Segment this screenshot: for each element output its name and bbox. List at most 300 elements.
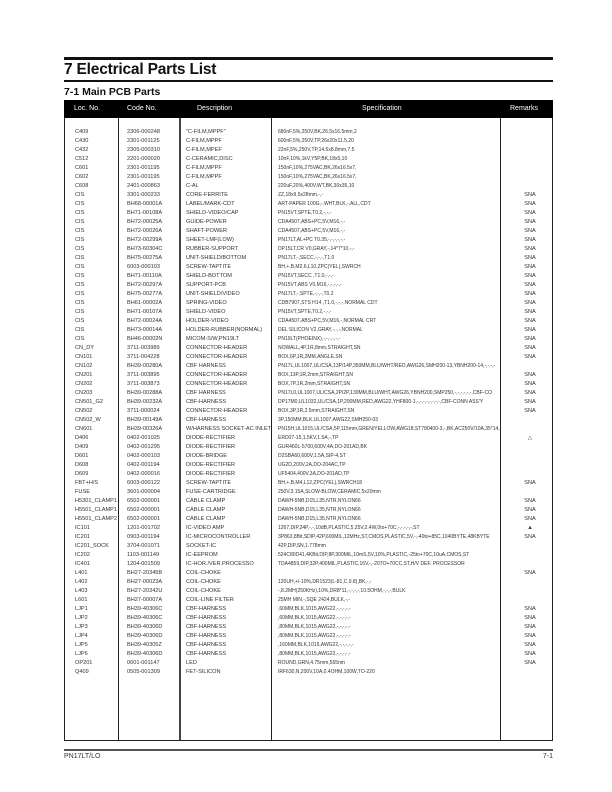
remarks-cell: SNA bbox=[524, 219, 536, 225]
code-no-cell: BH71-00107A bbox=[127, 309, 163, 315]
table-row bbox=[65, 380, 552, 389]
specification-cell: ,160MM,BLK,1015,AWG22,-,-,-,-,- bbox=[278, 642, 354, 648]
description-cell: "C-FILM,MPPF" bbox=[186, 129, 226, 135]
loc-no-cell: C409 bbox=[75, 129, 89, 135]
code-no-cell: BH72-00297A bbox=[127, 282, 163, 288]
table-row bbox=[65, 263, 552, 272]
description-cell: SHIELD-BOTTOM bbox=[186, 273, 232, 279]
loc-no-cell: L401 bbox=[75, 570, 88, 576]
description-cell: CABLE CLAMP bbox=[186, 498, 226, 504]
description-cell: FET-SILICON bbox=[186, 669, 221, 675]
description-cell: SUPPORT-PCB bbox=[186, 282, 226, 288]
table-header bbox=[64, 100, 553, 118]
description-cell: SHEET-LMF(LOW) bbox=[186, 237, 234, 243]
specification-cell: 150nF,10%,275VAC,BK,26x16.5x7, bbox=[278, 165, 357, 171]
description-cell: DIODE-BRIDGE bbox=[186, 453, 228, 459]
specification-cell: 680nF,5%,250V,BK,26.5x16.5mm,2 bbox=[278, 129, 357, 135]
loc-no-cell: L601 bbox=[75, 597, 88, 603]
specification-cell: ,80MM,BLK,1015,AWG22,-,-,-,-,- bbox=[278, 624, 351, 630]
remarks-cell: SNA bbox=[524, 282, 536, 288]
description-cell: CBF-HARNESS bbox=[186, 633, 227, 639]
specification-cell: D2SBA60,600V,1.5A,SIP-4,ST bbox=[278, 453, 346, 459]
code-no-cell: 3711-003873 bbox=[127, 381, 160, 387]
code-no-cell: 0402-001295 bbox=[127, 444, 160, 450]
specification-cell: ROUND,GRN,4.75mm,565nm bbox=[278, 660, 345, 666]
specification-cell: DP15LT,CR V0,GRAY,-,14*7*10,-,- bbox=[278, 246, 355, 252]
loc-no-cell: CIS bbox=[75, 264, 85, 270]
table-row bbox=[65, 443, 552, 452]
description-cell: SPRING-VIDEO bbox=[186, 300, 227, 306]
code-no-cell: BH72-00299A bbox=[127, 237, 163, 243]
table-row bbox=[65, 398, 552, 407]
code-no-cell: BH27-00007A bbox=[127, 597, 163, 603]
remarks-cell: SNA bbox=[524, 642, 536, 648]
specification-cell: 524C80D41,4KBit,DIP,8P,300MIL,10mS,5V,10%,PLASTIC,-25to+70C,10uA,CMOS,ST bbox=[278, 552, 470, 558]
loc-no-cell: FUSE bbox=[75, 489, 90, 495]
table-row bbox=[65, 434, 552, 443]
table-row bbox=[65, 299, 552, 308]
specification-cell: CDA4507,ABS+PC,5V,M16,-,NORMAL CRT bbox=[278, 318, 377, 324]
code-no-cell: 2301-001195 bbox=[127, 165, 160, 171]
remarks-cell: SNA bbox=[524, 210, 536, 216]
table-row bbox=[65, 470, 552, 479]
remarks-cell: SNA bbox=[524, 624, 536, 630]
table-row bbox=[65, 452, 552, 461]
loc-no-cell: CIS bbox=[75, 219, 85, 225]
table-row bbox=[65, 317, 552, 326]
code-no-cell: 0402-001025 bbox=[127, 435, 160, 441]
specification-cell: 1267,DIP,24P,-,-,10dB,PLASTIC,5.25V,2.4W,0to+70C,-,-,-,-,-,ST bbox=[278, 525, 420, 531]
code-no-cell: 3704-001071 bbox=[127, 543, 160, 549]
specification-cell: PN17LT,AL+PC T0.35,-,-,-,-,-,- bbox=[278, 237, 346, 243]
loc-no-cell: LJP4 bbox=[75, 633, 88, 639]
code-no-cell: BH39-40305Z bbox=[127, 642, 162, 648]
code-no-cell: 3711-000024 bbox=[127, 408, 160, 414]
remarks-cell: SNA bbox=[524, 246, 536, 252]
loc-no-cell: IC201_SOCK bbox=[75, 543, 109, 549]
description-cell: C-AL bbox=[186, 183, 199, 189]
loc-no-cell: H5501_CLAMP2 bbox=[75, 516, 117, 522]
table-row bbox=[65, 290, 552, 299]
loc-no-cell: CIS bbox=[75, 300, 85, 306]
loc-no-cell: IC202 bbox=[75, 552, 90, 558]
table-row bbox=[65, 335, 552, 344]
specification-cell: BOX,6P,1R,2MM,ANGLE,SN bbox=[278, 354, 343, 360]
table-row bbox=[65, 272, 552, 281]
code-no-cell: 2301-001125 bbox=[127, 138, 160, 144]
description-cell: CBF-HARNESS bbox=[186, 651, 227, 657]
code-no-cell: BH39-40306D bbox=[127, 633, 163, 639]
remarks-cell: SNA bbox=[524, 633, 536, 639]
title-rule bbox=[64, 80, 553, 82]
table-row bbox=[65, 362, 552, 371]
specification-cell: DAWH-5NB,D15,L35,NTR,NYLON66 bbox=[278, 507, 361, 513]
code-no-cell: BH39-00326A bbox=[127, 426, 163, 432]
table-row bbox=[65, 227, 552, 236]
remarks-cell: SNA bbox=[524, 606, 536, 612]
code-no-cell: BH39-40306D bbox=[127, 651, 163, 657]
header-remarks: Remarks bbox=[510, 105, 539, 112]
description-cell: MICOM-S/W,PN19LT bbox=[186, 336, 240, 342]
code-no-cell: 3711-004228 bbox=[127, 354, 160, 360]
description-cell: HOLDER-VIDEO bbox=[186, 318, 229, 324]
description-cell: CORE-FERRITE bbox=[186, 192, 228, 198]
loc-no-cell: CIS bbox=[75, 228, 85, 234]
description-cell: C-FILM,MPPF bbox=[186, 165, 222, 171]
table-row bbox=[65, 614, 552, 623]
table-row bbox=[65, 407, 552, 416]
loc-no-cell: LJP2 bbox=[75, 615, 88, 621]
loc-no-cell: CIS bbox=[75, 237, 85, 243]
specification-cell: 120UH,+/-10%,DR1523(L-81,C.9.8),BK,-,- bbox=[278, 579, 372, 585]
table-row bbox=[65, 668, 552, 677]
remarks-cell: SNA bbox=[524, 273, 536, 279]
table-row bbox=[65, 416, 552, 425]
code-no-cell: 0402-000016 bbox=[127, 471, 160, 477]
code-no-cell: BH39-00232A bbox=[127, 399, 163, 405]
description-cell: COIL-LINE FILTER bbox=[186, 597, 234, 603]
code-no-cell: BH72-00024A bbox=[127, 318, 163, 324]
specification-cell: CDA4507,ABS+PC,5V,M16,-,- bbox=[278, 219, 346, 225]
remarks-cell: SNA bbox=[524, 327, 536, 333]
description-cell: CONNECTOR-HEADER bbox=[186, 372, 248, 378]
loc-no-cell: CN601 bbox=[75, 426, 93, 432]
loc-no-cell: CN203 bbox=[75, 390, 93, 396]
description-cell: W/HARNESS SOCKET-AC INLET bbox=[186, 426, 272, 432]
header-description: Description bbox=[197, 105, 233, 112]
description-cell: HOLDER-RUBBER(NORMAL) bbox=[186, 327, 263, 333]
table-row bbox=[65, 173, 552, 182]
remarks-cell: △ bbox=[527, 435, 533, 441]
description-cell: SCREW-TAPTITE bbox=[186, 264, 232, 270]
description-cell: DIODE-RECTIFIER bbox=[186, 471, 236, 477]
code-no-cell: 0402-000103 bbox=[127, 453, 160, 459]
specification-cell: ,60MM,BLK,1015,AWG22,-,-,-,-,- bbox=[278, 615, 351, 621]
code-no-cell: 0505-001309 bbox=[127, 669, 160, 675]
remarks-cell: SNA bbox=[524, 651, 536, 657]
specification-cell: ART-PAPER 100G,-,WHT,BLK,-,ALL,CDT bbox=[278, 201, 371, 207]
code-no-cell: BH73-60304C bbox=[127, 246, 163, 252]
description-cell: CBF HARNESS bbox=[186, 363, 226, 369]
code-no-cell: BH61-00002A bbox=[127, 300, 163, 306]
remarks-cell: SNA bbox=[524, 372, 536, 378]
code-no-cell: BH71-00110A bbox=[127, 273, 162, 279]
remarks-cell: SNA bbox=[524, 354, 536, 360]
table-row bbox=[65, 569, 552, 578]
remarks-cell: ▲ bbox=[527, 525, 533, 531]
table-row bbox=[65, 326, 552, 335]
loc-no-cell: CIS bbox=[75, 201, 85, 207]
loc-no-cell: D406 bbox=[75, 435, 89, 441]
description-cell: C-FILM,MPPF bbox=[186, 138, 222, 144]
specification-cell: 600nF,5%,250V,TP,26x20x11.5,20 bbox=[278, 138, 354, 144]
specification-cell: 3P,150MM,BLK,UL1007,AWG22,SMH250-03 bbox=[278, 417, 379, 423]
loc-no-cell: CIS bbox=[75, 192, 85, 198]
loc-no-cell: CIS bbox=[75, 291, 85, 297]
code-no-cell: 3711-003895 bbox=[127, 372, 160, 378]
remarks-cell: SNA bbox=[524, 300, 536, 306]
table-row bbox=[65, 560, 552, 569]
code-no-cell: 0402-001194 bbox=[127, 462, 160, 468]
specification-cell: 22nF,5%,250V,TP,14.5x8.8mm,7.5 bbox=[278, 147, 355, 153]
code-no-cell: BH72-00025A bbox=[127, 219, 163, 225]
loc-no-cell: CN501_G2 bbox=[75, 399, 103, 405]
specification-cell: DAWH-5NB,D15,L35,NTR,NYLON66 bbox=[278, 498, 361, 504]
loc-no-cell: C432 bbox=[75, 147, 89, 153]
table-row bbox=[65, 659, 552, 668]
table-row bbox=[65, 389, 552, 398]
specification-cell: 220uF,20%,400V,WT,BK,30x35,10 bbox=[278, 183, 355, 189]
description-cell: CABLE CLAMP bbox=[186, 516, 226, 522]
table-row bbox=[65, 209, 552, 218]
specification-cell: PN17LT,-,SPTE,-,-,-,T0.2 bbox=[278, 291, 334, 297]
table-row bbox=[65, 479, 552, 488]
table-row bbox=[65, 551, 552, 560]
loc-no-cell: CN202 bbox=[75, 381, 93, 387]
code-no-cell: 1204-001509 bbox=[127, 561, 160, 567]
footer-model: PN17LT/LO bbox=[64, 753, 101, 760]
loc-no-cell: CIS bbox=[75, 327, 85, 333]
loc-no-cell: CN502 bbox=[75, 408, 93, 414]
specification-cell: 25MH MIN,-,SQE 2424,BULK,-,- bbox=[278, 597, 350, 603]
page-title: 7 Electrical Parts List bbox=[64, 61, 217, 78]
loc-no-cell: L402 bbox=[75, 579, 88, 585]
remarks-cell: SNA bbox=[524, 570, 536, 576]
code-no-cell: BH75-00275A bbox=[127, 255, 163, 261]
code-no-cell: 6003-000122 bbox=[127, 480, 160, 486]
specification-cell: ERD07-15,1.5KV,1.5A,-,TP bbox=[278, 435, 339, 441]
remarks-cell: SNA bbox=[524, 381, 536, 387]
specification-cell: DP17M0,UL1032,UL/CSA,1P,290MM,RED,AWG22,YHF800-1,-,-,-,-,-,-,-,-,CBF-CONN ASS'Y bbox=[278, 399, 484, 405]
table-row bbox=[65, 506, 552, 515]
description-cell: COIL-CHOKE bbox=[186, 579, 221, 585]
description-cell: C-CERAMIC,DISC bbox=[186, 156, 233, 162]
description-cell: CONNECTOR-HEADER bbox=[186, 408, 248, 414]
loc-no-cell: L403 bbox=[75, 588, 88, 594]
specification-cell: IRF630,N,200V,10A,0.4OHM,100W,TO-220 bbox=[278, 669, 375, 675]
specification-cell: CDA4507,ABS+PC,5V,M16,-,- bbox=[278, 228, 346, 234]
remarks-cell: SNA bbox=[524, 408, 536, 414]
description-cell: DIODE-RECTIFIER bbox=[186, 444, 236, 450]
code-no-cell: 0601-001147 bbox=[127, 660, 160, 666]
description-cell: RUBBER-SUPPORT bbox=[186, 246, 239, 252]
description-cell: CONNECTOR-HEADER bbox=[186, 381, 248, 387]
table-row bbox=[65, 191, 552, 200]
remarks-cell: SNA bbox=[524, 192, 536, 198]
description-cell: IC-HOR./VER.PROCESSO bbox=[186, 561, 254, 567]
code-no-cell: BH27-00023A bbox=[127, 579, 163, 585]
specification-cell: ,60MM,BLK,1015,AWG22,-,-,-,-,- bbox=[278, 606, 351, 612]
remarks-cell: SNA bbox=[524, 516, 536, 522]
remarks-cell: SNA bbox=[524, 345, 536, 351]
table-row bbox=[65, 236, 552, 245]
table-rows bbox=[65, 128, 552, 677]
loc-no-cell: LJP5 bbox=[75, 642, 88, 648]
description-cell: DIODE-RECTIFIER bbox=[186, 462, 236, 468]
loc-no-cell: IC101 bbox=[75, 525, 90, 531]
section-title: 7-1 Main PCB Parts bbox=[64, 86, 161, 98]
loc-no-cell: C602 bbox=[75, 174, 89, 180]
description-cell: CBF-HARNESS bbox=[186, 624, 227, 630]
description-cell: DIODE-RECTIFIER bbox=[186, 435, 236, 441]
description-cell: CBF-HARNESS bbox=[186, 417, 227, 423]
table-row bbox=[65, 524, 552, 533]
code-no-cell: BH27-20345B bbox=[127, 570, 163, 576]
description-cell: CONNECTOR-HEADER bbox=[186, 345, 248, 351]
description-cell: CBF HARNESS bbox=[186, 390, 226, 396]
code-no-cell: BH39-00280A bbox=[127, 363, 163, 369]
footer-rule bbox=[64, 749, 553, 751]
table-row bbox=[65, 497, 552, 506]
loc-no-cell: C430 bbox=[75, 138, 89, 144]
table-row bbox=[65, 371, 552, 380]
code-no-cell: 2401-000863 bbox=[127, 183, 160, 189]
specification-cell: TDA4859,DIP,32P,400MIL,PLASTIC,16V,-,-20TO+70CC,ST,H/V DEF. PROCESSOR bbox=[278, 561, 465, 567]
remarks-cell: SNA bbox=[524, 498, 536, 504]
table-row bbox=[65, 542, 552, 551]
loc-no-cell: D601 bbox=[75, 453, 89, 459]
remarks-cell: SNA bbox=[524, 255, 536, 261]
table-row bbox=[65, 182, 552, 191]
table-row bbox=[65, 218, 552, 227]
remarks-cell: SNA bbox=[524, 237, 536, 243]
code-no-cell: BH39-40306D bbox=[127, 624, 163, 630]
loc-no-cell: CIS bbox=[75, 282, 85, 288]
remarks-cell: SNA bbox=[524, 309, 536, 315]
specification-cell: 42P,DIP,SN,1.778mm bbox=[278, 543, 326, 549]
table-row bbox=[65, 353, 552, 362]
specification-cell: PN15VT,SECC ,T1.0,-,-,- bbox=[278, 273, 334, 279]
table-row bbox=[65, 308, 552, 317]
loc-no-cell: FBT+H/S bbox=[75, 480, 99, 486]
loc-no-cell: D609 bbox=[75, 471, 89, 477]
loc-no-cell: CN102 bbox=[75, 363, 93, 369]
description-cell: C-FILM,MPEF bbox=[186, 147, 222, 153]
remarks-cell: SNA bbox=[524, 534, 536, 540]
specification-cell: BH,+,B,M2.6,L10,ZPC(YEL),SWRCH bbox=[278, 264, 361, 270]
description-cell: IC-EEPROM bbox=[186, 552, 218, 558]
remarks-cell: SNA bbox=[524, 660, 536, 666]
specification-cell: PN15VT,ABS V0,M16,-,-,-,-,- bbox=[278, 282, 342, 288]
description-cell: CABLE CLAMP bbox=[186, 507, 226, 513]
header-loc-no: Loc. No. bbox=[74, 105, 101, 112]
loc-no-cell: D608 bbox=[75, 462, 89, 468]
code-no-cell: 6502-000001 bbox=[127, 498, 160, 504]
description-cell: UNIT-SHIELD/VIDEO bbox=[186, 291, 240, 297]
code-no-cell: 2305-000310 bbox=[127, 147, 160, 153]
loc-no-cell: CIS bbox=[75, 309, 85, 315]
specification-cell: DEL SILICON V2,GRAY,-,-,-,NORMAL bbox=[278, 327, 363, 333]
code-no-cell: BH68-00001A bbox=[127, 201, 163, 207]
loc-no-cell: CN502_W bbox=[75, 417, 101, 423]
code-no-cell: BH75-00277A bbox=[127, 291, 163, 297]
specification-cell: CDB7907,STS H14 ,T1.0,-,-,-,NORMAL CDT bbox=[278, 300, 378, 306]
table-row bbox=[65, 128, 552, 137]
specification-cell: BOX,13P,1R,2mm,STRAIGHT,SN bbox=[278, 372, 353, 378]
loc-no-cell: LJP3 bbox=[75, 624, 88, 630]
code-no-cell: BH71-00108A bbox=[127, 210, 163, 216]
page-number: 7-1 bbox=[542, 753, 553, 760]
remarks-cell: SNA bbox=[524, 507, 536, 513]
loc-no-cell: CIS bbox=[75, 318, 85, 324]
loc-no-cell: CIS bbox=[75, 246, 85, 252]
table-row bbox=[65, 596, 552, 605]
specification-cell: 3P863,8Bit,SDIP,42P,600MIL,12MHz,ST,CMOS,PLASTIC,5V,-,-40to+85C,1040BYTE,48KBYTE bbox=[278, 534, 490, 540]
table-row bbox=[65, 344, 552, 353]
specification-cell: UG2D,200V,2A,DO-204AC,TP bbox=[278, 462, 346, 468]
code-no-cell: BH39-40306C bbox=[127, 615, 163, 621]
specification-cell: ZZ,18x9.5x28mm,-,- bbox=[278, 192, 324, 198]
table-row bbox=[65, 632, 552, 641]
loc-no-cell: IC401 bbox=[75, 561, 90, 567]
description-cell: SHIELD-VIDEO/CAP bbox=[186, 210, 239, 216]
specification-cell: PN15VT,SPTE,T0.2,-,-,- bbox=[278, 210, 332, 216]
specification-cell: PN19LT(PHOEINX),-,-,-,-,-,- bbox=[278, 336, 341, 342]
table-row bbox=[65, 587, 552, 596]
loc-no-cell: CN_DY bbox=[75, 345, 94, 351]
code-no-cell: 3601-000004 bbox=[127, 489, 160, 495]
description-cell: COIL-CHOKE bbox=[186, 570, 221, 576]
table-row bbox=[65, 425, 552, 434]
loc-no-cell: D409 bbox=[75, 444, 89, 450]
remarks-cell: SNA bbox=[524, 264, 536, 270]
specification-cell: PN15H,UL1015,UL/CSA,5P,115mm,GREN/YELLOW,AWG18,ST780400-3,-,BK,AC250V/10A,35*14, bbox=[278, 426, 500, 432]
description-cell: CBF-HARNESS bbox=[186, 399, 227, 405]
loc-no-cell: CN201 bbox=[75, 372, 93, 378]
specification-cell: PN17L,UL1007,UL/CSA,13P/14P,350MM,BLU/WHT/RED,AWG26,SMH200-13,YBNH200-14,-,-,-,- bbox=[278, 363, 496, 369]
code-no-cell: BH72-00026A bbox=[127, 228, 163, 234]
description-cell: COIL-CHOKE bbox=[186, 588, 221, 594]
loc-no-cell: Q409 bbox=[75, 669, 89, 675]
description-cell: SOCKET-IC bbox=[186, 543, 217, 549]
description-cell: LABEL/MARK-CDT bbox=[186, 201, 235, 207]
table-row bbox=[65, 245, 552, 254]
table-row bbox=[65, 200, 552, 209]
table-row bbox=[65, 641, 552, 650]
code-no-cell: BH27-20342U bbox=[127, 588, 163, 594]
remarks-cell: SNA bbox=[524, 201, 536, 207]
loc-no-cell: CIS bbox=[75, 336, 85, 342]
description-cell: SHAFT-POWER bbox=[186, 228, 228, 234]
code-no-cell: 6502-000001 bbox=[127, 516, 160, 522]
table-row bbox=[65, 146, 552, 155]
remarks-cell: SNA bbox=[524, 228, 536, 234]
code-no-cell: 2301-001195 bbox=[127, 174, 160, 180]
code-no-cell: BH46-00002N bbox=[127, 336, 163, 342]
specification-cell: PN17L0,UL1007,UL/CSA,2P/2P,130MM,BLU/WHT,AWG26,YBNH200,SMP250,-,-,-,-,-,-,CBF-CO bbox=[278, 390, 492, 396]
remarks-cell: SNA bbox=[524, 615, 536, 621]
description-cell: SHIELD-VIDEO bbox=[186, 309, 226, 315]
specification-cell: UF5404,400V,3A,DO-201AD,TP bbox=[278, 471, 350, 477]
specification-cell: ,80MM,BLK,1015,AWG22,-,-,-,-,- bbox=[278, 651, 351, 657]
table-row bbox=[65, 488, 552, 497]
description-cell: SCREW-TAPTITE bbox=[186, 480, 232, 486]
specification-cell: 250V,3.15A,SLOW-BLOW,CERAMIC,5x20mm bbox=[278, 489, 381, 495]
remarks-cell: SNA bbox=[524, 336, 536, 342]
specification-cell: NOWALL,4P,1R,8mm,STRAIGHT,SN bbox=[278, 345, 361, 351]
specification-cell: ,80MM,BLK,1015,AWG22,-,-,-,-,- bbox=[278, 633, 351, 639]
specification-cell: GUR460L-5700,600V,4A,DO-201AD,BK bbox=[278, 444, 368, 450]
loc-no-cell: CN101 bbox=[75, 354, 93, 360]
code-no-cell: 3711-003989 bbox=[127, 345, 160, 351]
table-row bbox=[65, 515, 552, 524]
loc-no-cell: H5301_CLAMP1 bbox=[75, 498, 117, 504]
loc-no-cell: CIS bbox=[75, 273, 85, 279]
code-no-cell: BH73-00014A bbox=[127, 327, 163, 333]
code-no-cell: BH39-00288A bbox=[127, 390, 163, 396]
description-cell: CBF-HARNESS bbox=[186, 615, 227, 621]
remarks-cell: SNA bbox=[524, 390, 536, 396]
